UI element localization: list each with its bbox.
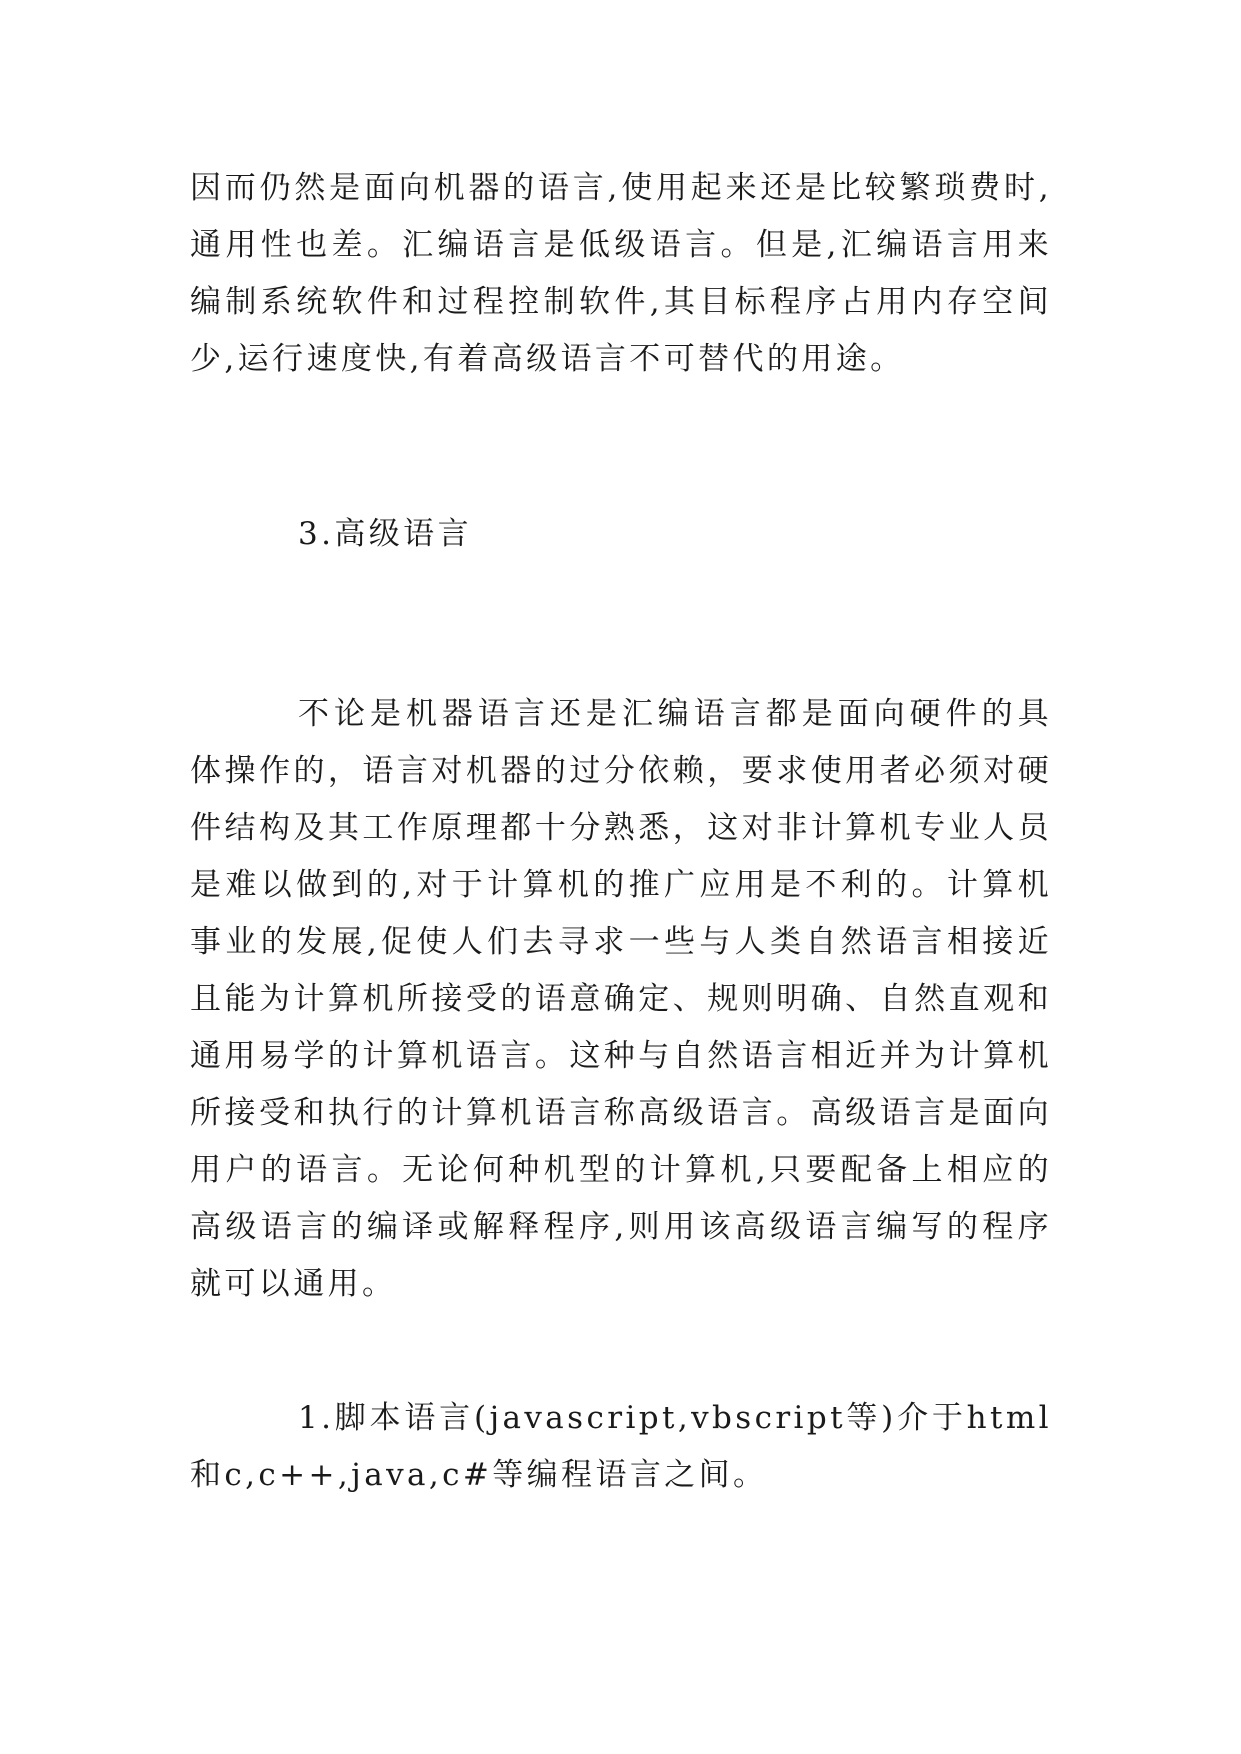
paragraph-assembly-language: 因而仍然是面向机器的语言,使用起来还是比较繁琐费时,通用性也差。汇编语言是低级语言。但是,汇编语言用来编制系统软件和过程控制软件,其目标程序占用内存空间少,运行速度快,有着高级语言不可替代的用途。	[190, 170, 1052, 377]
section-heading-high-level-language: 3.高级语言	[298, 516, 472, 552]
paragraph-scripting-language: 1.脚本语言(javascript,vbscript等)介于html和c,c++,java,c#等编程语言之间。	[190, 1400, 1052, 1493]
paragraph-high-level-language: 不论是机器语言还是汇编语言都是面向硬件的具体操作的，语言对机器的过分依赖，要求使用者必须对硬件结构及其工作原理都十分熟悉，这对非计算机专业人员是难以做到的,对于计算机的推广应用是不利的。计算机事业的发展,促使人们去寻求一些与人类自然语言相接近且能为计算机所接受的语意确定、规则明确、自然直观和通用易学的计算机语言。这种与自然语言相近并为计算机所接受和执行的计算机语言称高级语言。高级语言是面向用户的语言。无论何种机型的计算机,只要配备上相应的高级语言的编译或解释程序,则用该高级语言编写的程序就可以通用。	[190, 696, 1052, 1302]
